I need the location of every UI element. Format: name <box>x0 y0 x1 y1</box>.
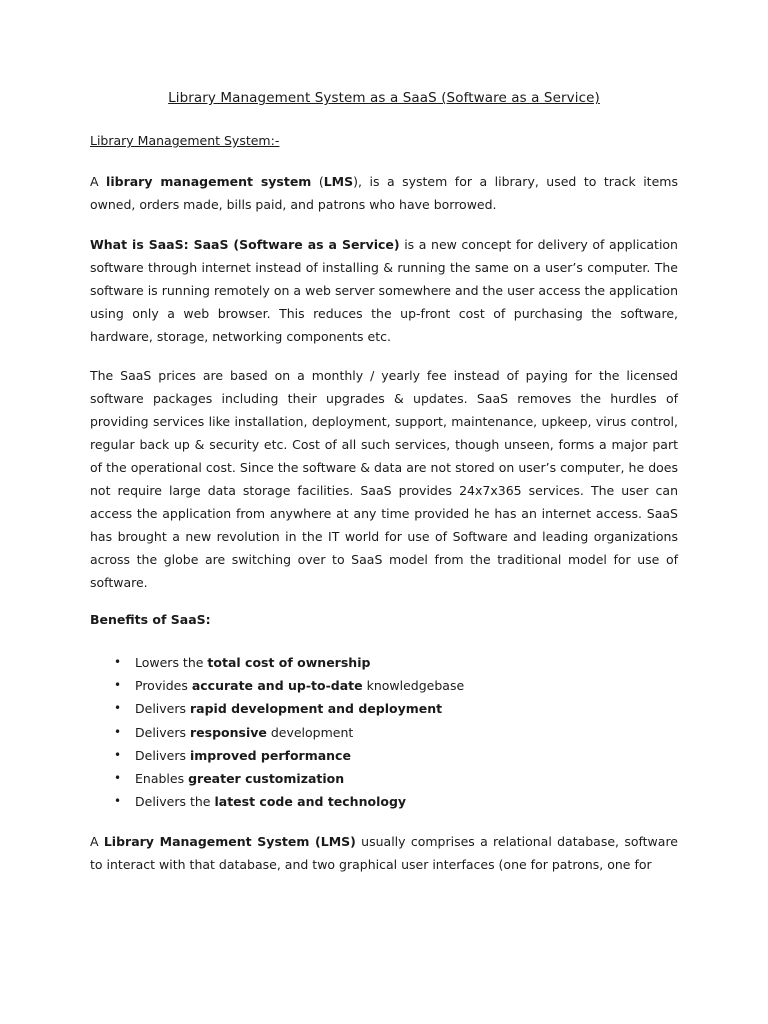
list-item <box>90 744 464 767</box>
text-run: A <box>90 174 107 189</box>
list-item <box>90 767 464 790</box>
paragraph-lms-definition <box>90 170 678 216</box>
text-run: Delivers <box>135 747 190 763</box>
text-run: Delivers <box>135 701 190 717</box>
text-run: usually comprises a relational database, software to interact with that database, and two graphical user interfaces (one for patrons, one for <box>90 834 678 872</box>
list-item <box>90 697 464 720</box>
bullet-icon: • <box>114 701 122 716</box>
list-item <box>90 674 464 697</box>
list-item <box>90 651 464 674</box>
text-run: Enables <box>135 771 189 787</box>
section-heading-lms: Library Management System:- <box>90 133 280 148</box>
bold-term: LMS <box>323 174 354 189</box>
bold-term: What is SaaS: SaaS (Software as a Service) <box>90 237 400 252</box>
text-run: Delivers the <box>135 794 215 810</box>
bold-term: greater customization <box>188 771 345 787</box>
text-run: is a new concept for delivery of application software through internet instead of installing & running the same on a user’s computer. The software is running remotely on a web server somewhere and the user access the application using only a web browser. This reduces the up-front cost of purchasing the software, hardware, storage, networking components etc. <box>90 237 678 344</box>
benefits-list <box>90 651 464 813</box>
text-run: ), is a system for a library, used to track items owned, orders made, bills paid, and patrons who have borrowed. <box>90 174 678 212</box>
text-run: A <box>90 834 104 849</box>
text-run: The SaaS prices are based on a monthly / yearly fee instead of paying for the licensed software packages including their upgrades & updates. SaaS removes the hurdles of providing services like installation, deployment, support, maintenance, upkeep, virus control, regular back up & security etc. Cost of all such services, though unseen, forms a major part of the operational cost. Since the software & data are not stored on user’s computer, he does not require large data storage facilities. SaaS provides 24x7x365 services. The user can access the application from anywhere at any time provided he has an internet access. SaaS has brought a new revolution in the IT world for use of Software and leading organizations across the globe are switching over to SaaS model from the traditional model for use of software. <box>90 368 678 590</box>
text-run: Delivers <box>135 724 190 740</box>
bold-term: library management system <box>106 174 312 189</box>
bold-term: responsive <box>189 724 267 740</box>
document-title: Library Management System as a SaaS (Software as a Service) <box>168 90 600 106</box>
bullet-icon: • <box>114 747 122 762</box>
list-item <box>90 790 464 813</box>
bullet-icon: • <box>114 724 122 739</box>
paragraph-lms-components <box>90 830 678 876</box>
benefits-heading: Benefits of SaaS: <box>90 612 211 627</box>
paragraph-what-is-saas <box>90 233 678 348</box>
bold-term: accurate and up-to-date <box>191 678 363 694</box>
bullet-icon: • <box>114 794 122 809</box>
bold-term: improved performance <box>189 747 351 763</box>
bullet-icon: • <box>114 655 122 669</box>
text-run: Lowers the <box>135 655 208 670</box>
bold-term: total cost of ownership <box>207 655 371 670</box>
bullet-icon: • <box>114 678 122 693</box>
bold-term: latest code and technology <box>214 794 407 810</box>
text-run: development <box>266 724 354 740</box>
paragraph-saas-prices <box>90 364 678 594</box>
bold-term: rapid development and deployment <box>189 701 443 717</box>
list-item <box>90 721 464 744</box>
text-run: ( <box>311 174 324 189</box>
text-run: Provides <box>135 678 192 694</box>
text-run: knowledgebase <box>362 678 465 694</box>
bullet-icon: • <box>114 771 122 786</box>
bold-term: Library Management System (LMS) <box>103 834 356 849</box>
